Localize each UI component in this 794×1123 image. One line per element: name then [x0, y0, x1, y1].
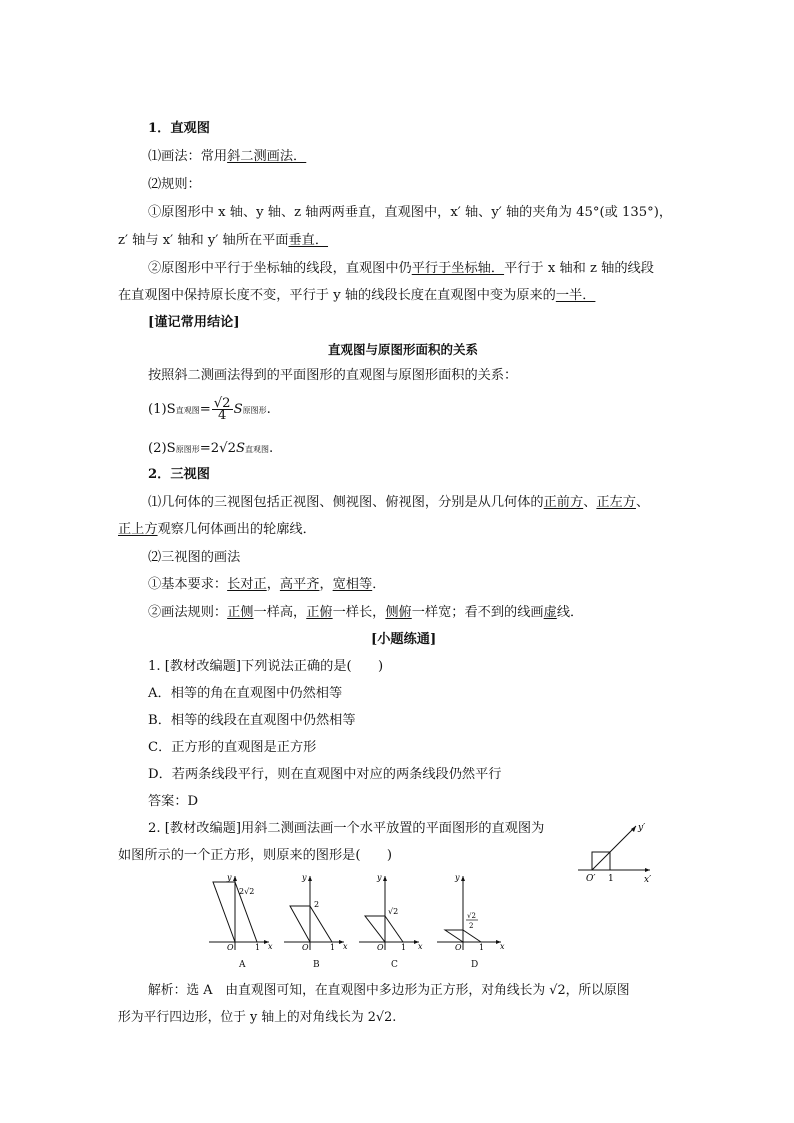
views-answer-top: 正上方: [118, 522, 158, 537]
views-text-a: ⑴几何体的三视图包括正视图、侧视图、俯视图，分别是从几何体的: [148, 495, 544, 510]
drawing-rule: [148, 604, 583, 622]
rule-txt-2: 一样长，: [332, 605, 386, 620]
rule-label-2: ②画法规则：: [148, 605, 228, 620]
req-ans-3: 宽相等: [332, 577, 373, 592]
rule-ans-3: 侧俯: [385, 605, 412, 620]
rule1-text: z′ 轴与 x′ 轴和 y′ 轴所在平面: [118, 233, 289, 248]
d-den-label: 2: [469, 922, 474, 930]
question-1: 1. [教材改编题]下列说法正确的是( ): [148, 659, 384, 674]
c-origin-label: O: [377, 943, 384, 952]
formula-1-eq: =: [199, 402, 211, 417]
formula-2-s: (2)S: [148, 441, 176, 456]
solution-line2: 形为平行四边形，位于 y 轴上的对角线长为 2√2.: [118, 1010, 397, 1025]
d-one-label: 1: [479, 943, 485, 952]
formula-2-sub1: 原图形: [175, 445, 200, 454]
rule1-line2: [118, 232, 328, 250]
option-d-figure: [433, 872, 507, 954]
req-sep-2: ，: [319, 577, 333, 592]
q1-option-c: C．正方形的直观图是正方形: [148, 740, 317, 755]
req-sep-1: ，: [266, 577, 280, 592]
c-x-label: x: [418, 942, 423, 951]
q1-option-a: A．相等的角在直观图中仍然相等: [148, 686, 343, 701]
b-one-label: 1: [330, 943, 336, 952]
rule2-answer-a: 平行于坐标轴．: [411, 261, 505, 276]
b-value-label: 2: [314, 900, 320, 909]
option-b-figure: [280, 872, 350, 954]
option-c-label: C: [391, 960, 398, 970]
a-origin-label: O: [227, 943, 234, 952]
rule2-text-b: 平行于 x 轴和 z 轴的线段: [504, 261, 654, 276]
d-origin-label: O: [455, 943, 462, 952]
rule1-answer: 垂直．: [288, 233, 329, 248]
rule-label: ⑵规则：: [148, 177, 201, 192]
views-sep-2: 、: [635, 495, 650, 510]
formula-1-den: 4: [217, 408, 227, 423]
d-x-label: x: [500, 942, 505, 951]
formula-1-sub2: 原图形: [242, 406, 267, 415]
formula-2-rad: √2: [219, 441, 236, 456]
rule2-line2: [118, 287, 595, 305]
formula-1-s: (1)S: [148, 402, 176, 417]
views-line2: [118, 521, 316, 539]
c-one-label: 1: [401, 943, 407, 952]
question-2-line1: 2. [教材改编题]用斜二测画法画一个水平放置的平面图形的直观图为: [148, 821, 545, 836]
section-1-title: 1．直观图: [148, 121, 210, 136]
rule-ans-1: 正侧: [227, 605, 254, 620]
req-ans-2: 高平齐: [279, 577, 320, 592]
a-x-label: x: [268, 942, 273, 951]
option-c-figure: [355, 872, 425, 954]
c-value-label: √2: [388, 907, 399, 916]
option-a-figure: [205, 872, 275, 954]
d-y-label: y: [455, 873, 460, 882]
main-y-label: y′: [638, 823, 646, 833]
rule-ans-4: 虚: [543, 605, 557, 620]
q1-option-b: B．相等的线段在直观图中仍然相等: [148, 713, 356, 728]
formula-2-end: .: [269, 441, 274, 456]
formula-2-sub2: 直观图: [245, 445, 270, 454]
main-one-label: 1: [608, 874, 614, 884]
b-origin-label: O: [302, 943, 309, 952]
views-line1: [148, 494, 649, 512]
method-line: [148, 148, 306, 166]
req-label: ①基本要求：: [148, 577, 228, 592]
rule2-answer-b: 一半．: [555, 288, 596, 303]
views-text-b: 观察几何体画出的轮廓线．: [157, 522, 316, 537]
a-value-label: 2√2: [239, 887, 255, 896]
conclusion-tag: [谨记常用结论]: [148, 315, 240, 330]
oblique-square-figure: [572, 818, 662, 888]
main-x-label: x′: [644, 875, 652, 885]
b-y-label: y: [302, 873, 307, 882]
q1-option-d: D．若两条线段平行，则在直观图中对应的两条线段仍然平行: [148, 767, 502, 782]
rule-txt-3: 一样宽；看不到的线画: [411, 605, 544, 620]
views-method-title: ⑵三视图的画法: [148, 550, 241, 565]
formula-1-num: √2: [213, 396, 231, 411]
d-num-label: √2: [467, 912, 476, 920]
formula-2-eq: =2: [199, 441, 220, 456]
method-label: ⑴画法：常用: [148, 149, 228, 164]
rule2-text-c: 在直观图中保持原长度不变，平行于 y 轴的线段长度在直观图中变为原来的: [118, 288, 556, 303]
rule-ans-2: 正俯: [306, 605, 333, 620]
conclusion-title: 直观图与原图形面积的关系: [328, 342, 479, 357]
q1-answer: 答案：D: [148, 794, 199, 809]
formula-2: [148, 440, 273, 459]
formula-1-end: .: [266, 402, 271, 417]
practice-tag: [小题练通]: [371, 632, 437, 647]
basic-requirement: [148, 576, 385, 594]
a-y-label: y: [227, 873, 232, 882]
views-sep-1: 、: [583, 495, 597, 510]
option-b-label: B: [313, 960, 320, 970]
c-y-label: y: [377, 873, 382, 882]
a-one-label: 1: [255, 943, 261, 952]
rule1-line1: ①原图形中 x 轴、y 轴、z 轴两两垂直，直观图中，x′ 轴、y′ 轴的夹角为 45°(或 135°)，: [148, 205, 673, 220]
main-origin-label: O′: [586, 874, 596, 884]
formula-1-fraction: [212, 398, 233, 421]
conclusion-intro: 按照斜二测画法得到的平面图形的直观图与原图形面积的关系：: [148, 368, 518, 383]
formula-2-s2: S: [235, 441, 246, 456]
rule-txt-4: 线．: [556, 605, 584, 620]
solution-line1: 解析：选 A 由直观图可知，在直观图中多边形为正方形，对角线长为 √2，所以原图: [148, 983, 630, 998]
formula-1-sub1: 直观图: [175, 406, 200, 415]
views-answer-left: 正左方: [596, 495, 636, 510]
method-value: 斜二测画法．: [227, 149, 307, 164]
option-a-label: A: [239, 960, 246, 970]
question-2-line2: 如图所示的一个正方形，则原来的图形是( ): [118, 848, 393, 863]
views-answer-front: 正前方: [543, 495, 584, 510]
req-end: ．: [372, 577, 386, 592]
section-2-title: 2．三视图: [148, 467, 210, 482]
formula-1: [148, 398, 271, 421]
req-ans-1: 长对正: [227, 577, 267, 592]
b-x-label: x: [343, 942, 348, 951]
formula-1-s2: S: [233, 402, 243, 417]
rule-txt-1: 一样高，: [253, 605, 307, 620]
rule2-text-a: ②原图形中平行于坐标轴的线段，直观图中仍: [148, 261, 412, 276]
option-d-label: D: [471, 960, 479, 970]
rule2-line1: [148, 260, 654, 278]
